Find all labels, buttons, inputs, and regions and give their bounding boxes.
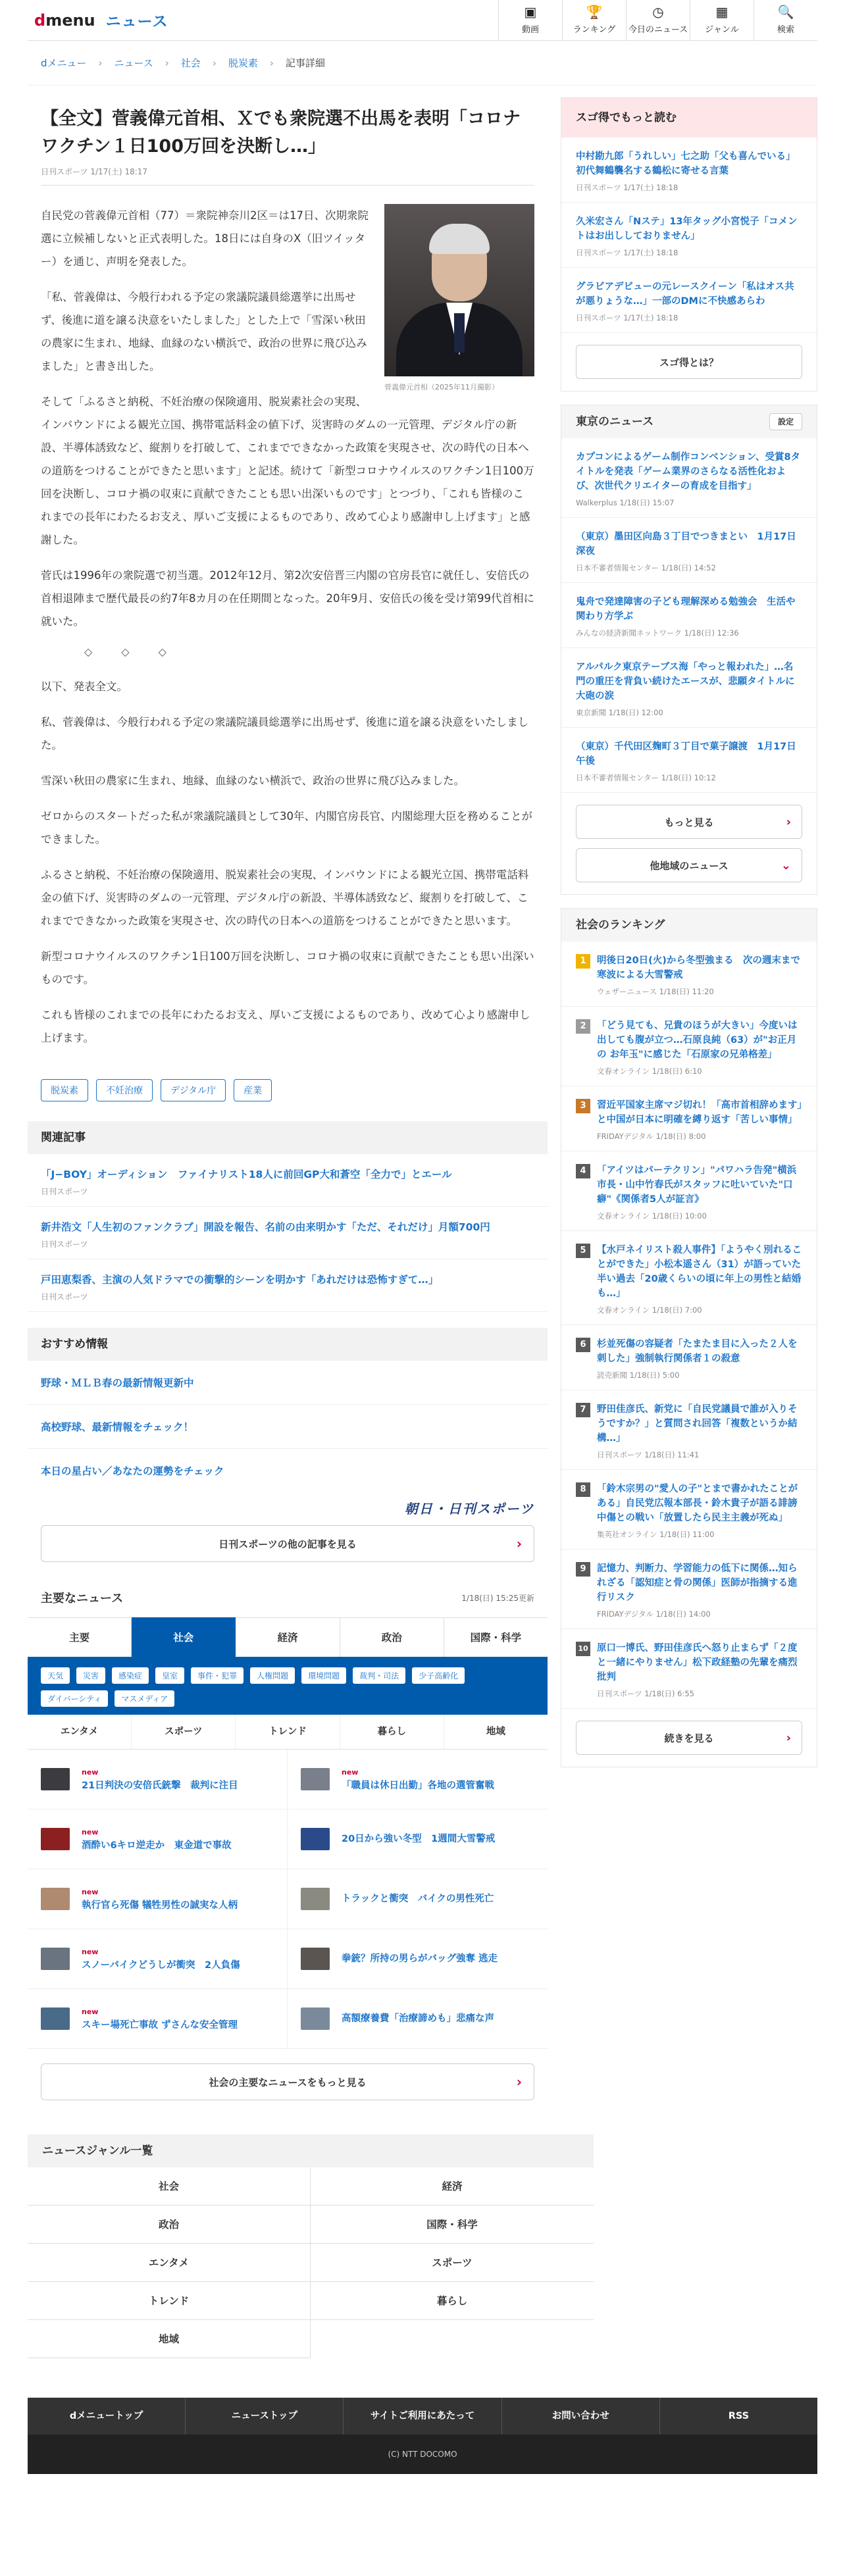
button-label: 日刊スポーツの他の記事を見る [218, 1538, 357, 1550]
article-paragraph: そして「ふるさと納税、不妊治療の保険適用、脱炭素社会の実現、インバウンドによる観光立国、携帯電話料金の値下げ、災害時のダムの一元管理、デジタル庁の新設、半導体誘致など、縦割りを打破して、これまでできなかった政策を実現させ、次の時代の日本への道筋をつけることができたと思います」と記述。続けて「新型コロナウイルスのワクチン1日100万回を決断し、コロナ禍の収束に貢献できたことも思い出深いものです」とつづり、「これも皆様のこれまでの長年にわたるお支え、厚いご支援によるものであり、改めて心より感謝申し上げます」と感謝した。 [41, 395, 534, 546]
news-grid [28, 1750, 548, 2049]
button-label: 社会の主要なニュースをもっと見る [209, 2076, 367, 2088]
rank-number: 2 [576, 1019, 590, 1034]
sidebar-item[interactable] [561, 203, 817, 268]
rank-number: 7 [576, 1403, 590, 1417]
header-nav [498, 0, 817, 41]
photo-caption: 菅義偉元首相（2025年11月撮影） [384, 383, 499, 391]
ranking-item[interactable] [561, 1151, 817, 1231]
nav-label: 今日のニュース [628, 25, 688, 35]
recommend-item[interactable]: 本日の星占い／あなたの運勢をチェック [41, 1465, 224, 1477]
footer-link[interactable]: サイトご利用にあたって [344, 2398, 501, 2435]
nav-ranking[interactable] [562, 0, 626, 41]
button-label: 続きを見る [664, 1732, 714, 1744]
ranking-item[interactable] [561, 942, 817, 1007]
ranking-title: 「アイツはパーテクリン」"パワハラ告発"横浜市長・山中竹春氏がスタッフに吐いていた"口癖"《関係者5人が証言》 [597, 1165, 797, 1205]
nav-search[interactable] [754, 0, 817, 41]
article-paragraph: 新型コロナウイルスのワクチン1日100万回を決断し、コロナ禍の収束に貢献できたことも思い出深いものです。 [41, 950, 534, 986]
ranking-item[interactable] [561, 1231, 817, 1325]
ranking-title: 習近平国家主席マジ切れ！「高市首相辞めます」と中国が日本に明確を縛り返す「苦しい事情」 [597, 1100, 802, 1125]
news-item[interactable] [28, 1989, 288, 2049]
recommend-item[interactable]: 野球・ＭＬＢ春の最新情報更新中 [28, 1361, 548, 1405]
video-icon: ▣ [524, 4, 537, 20]
genre-item[interactable]: 地域 [28, 2320, 311, 2358]
subtag[interactable]: 天気 [41, 1667, 70, 1684]
sugutoku-heading: スゴ得でもっと読む [561, 98, 817, 138]
news-tabs-secondary [28, 1715, 548, 1750]
genre-heading: ニュースジャンル一覧 [28, 2134, 594, 2167]
rank-number: 4 [576, 1164, 590, 1178]
rank-number: 1 [576, 954, 590, 969]
footer-link[interactable]: ニューストップ [186, 2398, 344, 2435]
breadcrumb [28, 41, 817, 86]
news-title: 21日判決の安倍氏銃撃 裁判に注目 [82, 1780, 238, 1791]
related-list [28, 1154, 548, 1312]
nav-video[interactable] [498, 0, 562, 41]
tag-link[interactable]: 不妊治療 [96, 1079, 153, 1101]
ranking-source: 読売新聞 1/18(日) 5:00 [597, 1371, 680, 1380]
related-title: 新井浩文「人生初のファンクラブ」開設を報告、名前の由来明かす「ただ、それだけ」月額700円 [41, 1221, 490, 1233]
article-paragraph: 私、菅義偉は、今般行われる予定の衆議院議員総選挙に出馬せず、後進に道を譲る決意をいたしました。 [41, 716, 529, 751]
sidebar-item-source: 日本不審者情報センター 1/18(日) 14:52 [576, 563, 716, 572]
rank-number: 3 [576, 1099, 590, 1113]
society-subtags [28, 1657, 548, 1715]
tokyo-news-heading: 東京のニュース [576, 415, 654, 428]
ranking-title: 「鈴木宗男の"愛人の子"とまで書かれたことがある」自民党広報本部長・鈴木貴子が語る誹謗中傷との戦い「放置したら民主主義が死ぬ」 [597, 1484, 798, 1523]
news-item[interactable] [288, 1750, 548, 1809]
genre-item[interactable]: 政治 [28, 2206, 311, 2244]
sidebar-item-title: アルパルク東京テーブス海「やっと報われた」…名門の重圧を背負い続けたエースが、悲願タイトルに大砲の涙 [576, 662, 795, 701]
tab-sports[interactable]: スポーツ [132, 1715, 236, 1749]
ranking-title: 原口一博氏、野田佳彦氏へ怒り止まらず「２度と一緒にやりません」松下政経塾の先輩を痛烈批判 [597, 1643, 798, 1682]
new-badge: new [82, 1948, 99, 1956]
sidebar-item[interactable] [561, 438, 817, 518]
main-news-updated: 1/18(日) 15:25更新 [461, 1593, 534, 1603]
news-item[interactable] [28, 1929, 288, 1989]
news-item[interactable] [288, 1929, 548, 1989]
news-thumbnail [41, 2008, 70, 2030]
ranking-item[interactable] [561, 1390, 817, 1470]
main-news-heading: 主要なニュース [41, 1592, 124, 1605]
genre-item[interactable]: 社会 [28, 2167, 311, 2206]
related-item[interactable] [28, 1259, 548, 1312]
rank-number: 5 [576, 1244, 590, 1258]
recommend-list [28, 1361, 548, 1492]
breadcrumb-item[interactable]: 社会 [180, 57, 201, 69]
ranking-title: 記憶力、判断力、学習能力の低下に関係…知られざる「認知症と骨の関係」医師が指摘する進行リスク [597, 1563, 798, 1603]
tag-link[interactable]: デジタル庁 [161, 1079, 226, 1101]
photo-tie [454, 313, 465, 353]
ranking-source: FRIDAYデジタル 1/18(日) 8:00 [597, 1132, 706, 1141]
ranking-title: 明後日20日(火)から冬型強まる 次の週末まで寒波による大雪警戒 [597, 955, 800, 980]
subtag[interactable]: 人権問題 [250, 1667, 295, 1684]
breadcrumb-separator: › [212, 57, 217, 69]
ranking-item[interactable] [561, 1629, 817, 1709]
rank-number: 9 [576, 1562, 590, 1577]
button-label: 他地域のニュース [650, 859, 729, 872]
genre-grid [28, 2167, 594, 2358]
more-society-news-button[interactable] [41, 2063, 534, 2100]
news-title: 「職員は休日出勤」各地の選管奮戦 [342, 1780, 494, 1791]
article-paragraph: ゼロからのスタートだった私が衆議院議員として30年、内閣官房長官、内閣総理大臣を務めることができました。 [41, 810, 532, 846]
breadcrumb-item[interactable]: 脱炭素 [228, 57, 258, 69]
logo-menu: menu [45, 11, 95, 30]
chevron-right-icon: › [786, 1730, 791, 1745]
news-tabs [28, 1617, 548, 1657]
nav-genre[interactable] [690, 0, 754, 41]
nav-label: 動画 [521, 25, 539, 35]
chevron-right-icon: › [516, 2074, 522, 2090]
sidebar-item-title: 鬼舟で発達障害の子ども理解深める勉強会 生活や関わり方学ぶ [576, 597, 796, 622]
sidebar-item-source: 東京新聞 1/18(日) 12:00 [576, 708, 663, 717]
new-badge: new [342, 1768, 359, 1777]
dmenu-logo[interactable] [34, 11, 95, 30]
clock-icon: ◷ [652, 4, 664, 20]
more-from-source-button[interactable] [41, 1525, 534, 1562]
sidebar-item-source: 日刊スポーツ 1/17(土) 18:18 [576, 183, 679, 192]
breadcrumb-item[interactable]: ニュース [114, 57, 153, 69]
article-title: 【全文】菅義偉元首相、Ｘでも衆院選不出馬を表明「コロナワクチン１日100万回を決断し…」 [41, 109, 521, 157]
nikkan-sports-logo: 朝日・日刊スポーツ [404, 1501, 534, 1517]
news-thumbnail [301, 1888, 330, 1910]
article-paragraph: 「私、菅義偉は、今般行われる予定の衆議院議員総選挙に出馬せず、後進に道を譲る決意をいたしました」とした上で「雪深い秋田の農家に生まれ、地縁、血縁のない横浜で、政治の世界に飛び込みました」と書き出した。 [41, 291, 367, 372]
related-title: 戸田恵梨香、主演の人気ドラマでの衝撃的シーンを明かす「あれだけは恐怖すぎて…」 [41, 1274, 439, 1286]
article-source: 日刊スポーツ 1/17(土) 18:17 [41, 167, 148, 176]
tab-major[interactable]: 主要 [28, 1617, 132, 1657]
grid-icon: ▦ [715, 4, 729, 20]
news-title: 執行官ら死傷 犠牲男性の誠実な人柄 [82, 1900, 238, 1911]
tab-politics[interactable]: 政治 [340, 1617, 444, 1657]
news-item[interactable] [288, 1809, 548, 1869]
article-paragraph: 雪深い秋田の農家に生まれ、地縁、血縁のない横浜で、政治の世界に飛び込みました。 [41, 774, 465, 787]
related-title: 「J−BOY」オーディション ファイナリスト18人に前回GP大和蒼空「全力で」とエール [41, 1169, 452, 1180]
sidebar-item-source: 日刊スポーツ 1/17(土) 18:18 [576, 248, 679, 257]
button-label: もっと見る [664, 816, 714, 828]
sidebar-item[interactable] [561, 138, 817, 203]
photo-hair [429, 224, 490, 254]
sidebar-item-source: みんなの経済新聞ネットワーク 1/18(日) 12:36 [576, 628, 739, 638]
sidebar-item-title: カプコンによるゲーム制作コンベンション、受賞8タイトルを発表「ゲーム業界のさらなる活性化および、次世代クリエイターの育成を目指す」 [576, 452, 801, 492]
related-source: 日刊スポーツ [41, 1187, 88, 1196]
sidebar-item[interactable] [561, 268, 817, 333]
tokyo-news-header [561, 405, 817, 438]
search-icon: 🔍 [777, 4, 794, 20]
news-thumbnail [41, 1888, 70, 1910]
genre-item[interactable]: 暮らし [311, 2282, 594, 2320]
article-paragraph: ふるさと納税、不妊治療の保険適用、脱炭素社会の実現、インバウンドによる観光立国、携帯電話料金の値下げ、災害時のダムの一元管理、デジタル庁の新設、半導体誘致など、縦割りを打破して、これまでできなかった政策を実現させ、次の時代の日本への道筋をつけることができたと思います。 [41, 869, 529, 927]
ranking-item[interactable] [561, 1007, 817, 1086]
news-thumbnail [41, 1828, 70, 1850]
tab-trend[interactable]: トレンド [236, 1715, 340, 1749]
sidebar-item-title: （東京）墨田区向島３丁目でつきまとい 1月17日深夜 [576, 532, 796, 557]
rank-number: 10 [576, 1642, 590, 1656]
tokyo-more-button[interactable] [576, 805, 802, 839]
news-item[interactable] [28, 1809, 288, 1869]
news-title: 拳銃？所持の男らがバッグ強奪 逃走 [342, 1954, 498, 1964]
sugutoku-box [561, 97, 817, 391]
logo-d: d [34, 11, 46, 30]
subtag[interactable]: 少子高齢化 [412, 1667, 465, 1684]
tag-link[interactable]: 脱炭素 [41, 1079, 88, 1101]
footer-link[interactable]: dメニュートップ [28, 2398, 186, 2435]
ranking-title: 【水戸ネイリスト殺人事件】「ようやく別れることができた」小松本遥さん（31）が語っていた半い過去「20歳くらいの頃に年上の男性と結婚も…」 [597, 1245, 802, 1299]
ranking-source: 文春オンライン 1/18(日) 10:00 [597, 1211, 707, 1221]
ranking-source: 集英社オンライン 1/18(日) 11:00 [597, 1530, 715, 1539]
news-thumbnail [41, 1948, 70, 1970]
related-item[interactable] [28, 1154, 548, 1207]
tab-international[interactable]: 国際・科学 [444, 1617, 548, 1657]
news-thumbnail [301, 1948, 330, 1970]
divider [41, 185, 534, 186]
rank-number: 8 [576, 1482, 590, 1497]
ranking-source: 文春オンライン 1/18(日) 7:00 [597, 1305, 702, 1315]
article-paragraph: これも皆様のこれまでの長年にわたるお支え、厚いご支援によるものであり、改めて心より感謝申し上げます。 [41, 1009, 530, 1044]
article-paragraph: 自民党の菅義偉元首相（77）＝衆院神奈川2区＝は17日、次期衆院選に立候補しないと正式表明した。18日には自身のX（旧ツイッター）を通じ、声明を発表した。 [41, 209, 369, 268]
tab-society[interactable]: 社会 [132, 1617, 236, 1657]
chevron-down-icon: ⌄ [781, 858, 791, 872]
related-source: 日刊スポーツ [41, 1292, 88, 1301]
news-item[interactable] [28, 1750, 288, 1809]
sidebar-item-title: 久米宏さん「Nステ」13年タッグ小宮悦子「コメントはお出ししておりません」 [576, 216, 798, 241]
genre-list [28, 2134, 594, 2358]
news-title: スノーバイクどうしが衝突 2人負傷 [82, 1960, 240, 1971]
breadcrumb-item[interactable]: dメニュー [41, 57, 87, 69]
article-paragraph: 菅氏は1996年の衆院選で初当選。2012年12月、第2次安倍晋三内閣の官房長官に就任し、安倍氏の首相退陣まで歴代最長の約7年8カ月の在任期間となった。20年9月、安倍氏の後を受け第99代首相に就いた。 [41, 569, 534, 628]
sidebar-item-title: （東京）千代田区麹町３丁目で菓子譲渡 1月17日午後 [576, 742, 796, 767]
news-item[interactable] [288, 1989, 548, 2049]
ranking-heading: 社会のランキング [561, 909, 817, 942]
related-heading: 関連記事 [28, 1121, 548, 1154]
tag-link[interactable]: 産業 [234, 1079, 272, 1101]
genre-item[interactable]: エンタメ [28, 2244, 311, 2282]
ranking-item[interactable] [561, 1086, 817, 1151]
genre-item[interactable]: 国際・科学 [311, 2206, 594, 2244]
sidebar-item-title: グラビアデビューの元レースクイーン「私はオス共が悪りょうな…」一部のDMに不快感あらわ [576, 282, 794, 307]
sidebar-item[interactable] [561, 648, 817, 728]
footer-link[interactable]: お問い合わせ [502, 2398, 660, 2435]
breadcrumb-separator: › [165, 57, 169, 69]
tokyo-news-box [561, 405, 817, 895]
copyright: (C) NTT DOCOMO [28, 2435, 817, 2474]
chevron-right-icon: › [516, 1536, 522, 1552]
ranking-source: ウェザーニュース 1/18(日) 11:20 [597, 987, 714, 996]
article-tags [41, 1062, 534, 1121]
ranking-title: 「どう見ても、兄貴のほうが大きい」今度いは出しても腹が立つ…石原良純（63）が"お正月の お年玉"に感じた「石原家の兄弟格差」 [597, 1021, 798, 1060]
related-item[interactable] [28, 1207, 548, 1259]
article [28, 105, 548, 1121]
news-title: スキー場死亡事故 ずさんな安全管理 [82, 2020, 238, 2031]
news-thumbnail [301, 1828, 330, 1850]
news-item[interactable] [28, 1869, 288, 1929]
ranking-source: 日刊スポーツ 1/18(日) 6:55 [597, 1689, 694, 1698]
sidebar-item-source: Walkerplus 1/18(日) 15:07 [576, 498, 675, 507]
recommend-heading: おすすめ情報 [28, 1328, 548, 1361]
section-title[interactable]: ニュース [105, 13, 168, 30]
main-news-header [28, 1578, 548, 1617]
subtag[interactable]: マスメディア [115, 1690, 174, 1707]
main-column [28, 97, 548, 2116]
breadcrumb-separator: › [269, 57, 274, 69]
news-title: トラックと衝突 バイクの男性死亡 [342, 1894, 494, 1904]
ranking-title: 杉並死傷の容疑者「たまたま目に入った２人を刺した」強制執行関係者１の殺意 [597, 1339, 798, 1364]
tab-economy[interactable]: 経済 [236, 1617, 340, 1657]
news-thumbnail [301, 2008, 330, 2030]
ranking-more-button[interactable] [576, 1721, 802, 1755]
trophy-icon: 🏆 [586, 4, 603, 20]
ranking-source: FRIDAYデジタル 1/18(日) 14:00 [597, 1609, 711, 1619]
ranking-source: 日刊スポーツ 1/18(日) 11:41 [597, 1450, 700, 1459]
ranking-item[interactable] [561, 1325, 817, 1390]
nav-label: ジャンル [705, 25, 739, 35]
breadcrumb-current: 記事詳細 [285, 57, 325, 69]
new-badge: new [82, 1828, 99, 1836]
new-badge: new [82, 2008, 99, 2016]
subtag[interactable]: 事件・犯罪 [191, 1667, 243, 1684]
news-thumbnail [41, 1768, 70, 1790]
ranking-title: 野田佳彦氏、新党に「自民党議員で誰が入りそうですか？」と質問され回答「複数というか結構…」 [597, 1404, 798, 1444]
rank-number: 6 [576, 1338, 590, 1352]
ranking-item[interactable] [561, 1550, 817, 1629]
footer-link[interactable]: RSS [728, 2411, 750, 2421]
new-badge: new [82, 1768, 99, 1777]
sugutoku-about-button[interactable]: スゴ得とは？ [576, 345, 802, 379]
site-logo[interactable] [28, 9, 168, 31]
subtag[interactable]: 感染症 [112, 1667, 149, 1684]
new-badge: new [82, 1888, 99, 1896]
nav-label: ランキング [573, 25, 616, 35]
genre-item[interactable]: トレンド [28, 2282, 311, 2320]
subtag[interactable]: 裁判・司法 [353, 1667, 405, 1684]
news-title: 20日から強い冬型 1週間大雪警戒 [342, 1834, 496, 1844]
sidebar-item-source: 日本不審者情報センター 1/18(日) 10:12 [576, 773, 716, 782]
other-region-dropdown[interactable] [576, 848, 802, 882]
photo-image [384, 204, 534, 376]
subtag[interactable]: 災害 [76, 1667, 105, 1684]
subtag[interactable]: ダイバーシティ [41, 1690, 108, 1707]
tab-entertainment[interactable]: エンタメ [28, 1715, 132, 1749]
nav-label: 検索 [777, 25, 794, 35]
ranking-box [561, 908, 817, 1767]
ranking-source: 文春オンライン 1/18(日) 6:10 [597, 1067, 702, 1076]
sidebar-item[interactable] [561, 518, 817, 583]
news-item[interactable] [288, 1869, 548, 1929]
ranking-item[interactable] [561, 1470, 817, 1550]
section-divider-diamonds: ◇◇◇ [84, 645, 195, 658]
site-header [28, 0, 817, 41]
breadcrumb-separator: › [98, 57, 103, 69]
article-photo[interactable] [384, 204, 534, 392]
footer-nav [28, 2398, 817, 2435]
sidebar-item-title: 中村勘九郎「うれしい」七之助「父も喜んでいる」 初代舞鶴襲名する鶴松に寄せる言葉 [576, 151, 800, 176]
sidebar-item[interactable] [561, 728, 817, 793]
genre-item[interactable]: 経済 [311, 2167, 594, 2206]
chevron-right-icon: › [786, 815, 791, 829]
news-thumbnail [301, 1768, 330, 1790]
tab-local[interactable]: 地域 [486, 1727, 505, 1737]
article-paragraph: 以下、発表全文。 [41, 680, 128, 693]
settings-button[interactable]: 設定 [769, 413, 802, 430]
subtag[interactable]: 環境問題 [301, 1667, 346, 1684]
sidebar-item-source: 日刊スポーツ 1/17(土) 18:18 [576, 313, 679, 322]
news-title: 高額療養費「治療諦めも」悲痛な声 [342, 2013, 494, 2024]
news-title: 酒酔い6キロ逆走か 東金道で事故 [82, 1840, 232, 1851]
sidebar-item[interactable] [561, 583, 817, 648]
recommend-item[interactable]: 高校野球、最新情報をチェック！ [28, 1405, 548, 1449]
genre-item[interactable]: スポーツ [311, 2244, 594, 2282]
tab-living[interactable]: 暮らし [340, 1715, 444, 1749]
related-source: 日刊スポーツ [41, 1240, 88, 1249]
sidebar [561, 97, 817, 2116]
nav-today[interactable] [626, 0, 690, 41]
subtag[interactable]: 皇室 [155, 1667, 184, 1684]
